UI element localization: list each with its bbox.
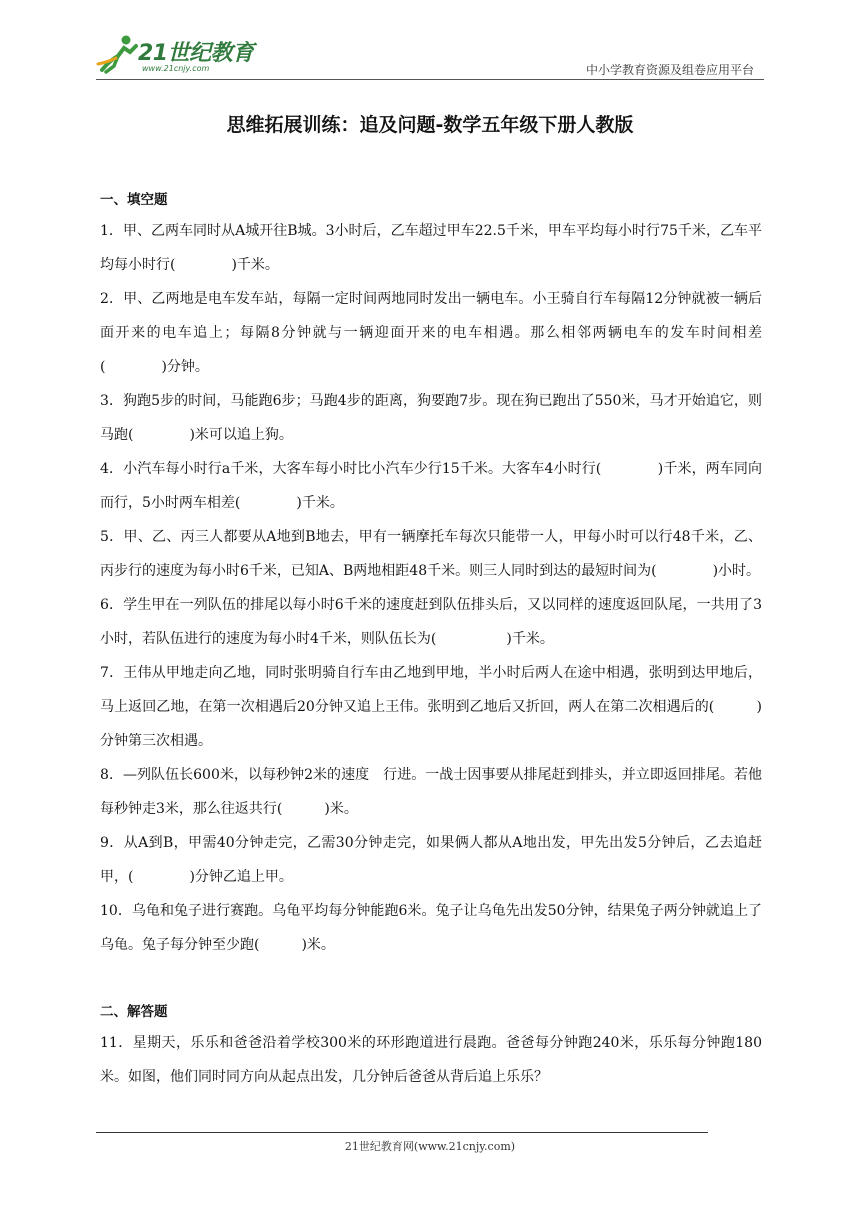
section-heading: 二、解答题 — [100, 1004, 168, 1020]
page-header — [0, 0, 860, 86]
header-divider — [96, 79, 764, 80]
question-11: 11．星期天，乐乐和爸爸沿着学校300米的环形跑道进行晨跑。爸爸每分钟跑240米，乐乐每分钟跑180米。如图，他们同时同方向从起点出发，几分钟后爸爸从背后追上乐乐？ — [100, 1035, 762, 1085]
question-10: 10．乌龟和兔子进行赛跑。乌龟平均每分钟能跑6米。兔子让乌龟先出发50分钟，结果兔子两分钟就追上了乌龟。兔子每分钟至少跑( )米。 — [100, 903, 762, 953]
logo-url: www.21cnjy.com — [142, 64, 210, 73]
document-body — [100, 188, 762, 1094]
section-answer — [100, 1000, 762, 1094]
question-6: 6．学生甲在一列队伍的排尾以每小时6千米的速度赶到队伍排头后，又以同样的速度返回队尾，一共用了3小时，若队伍进行的速度为每小时4千米，则队伍长为( )千米。 — [100, 597, 762, 647]
page-footer: 21世纪教育网(www.21cnjy.com) — [344, 1140, 516, 1153]
logo-text: 21世纪教育 — [138, 41, 254, 66]
question-2: 2．甲、乙两地是电车发车站，每隔一定时间两地同时发出一辆电车。小王骑自行车每隔12分钟就被一辆后面开来的电车追上；每隔8分钟就与一辆迎面开来的电车相遇。那么相邻两辆电车的发车时间相差( )分钟。 — [100, 291, 762, 375]
section-heading: 一、填空题 — [100, 192, 168, 208]
question-8: 8．—列队伍长600米，以每秒钟2米的速度 行进。一战士因事要从排尾赶到排头，并立即返回排尾。若他每秒钟走3米，那么往返共行( )米。 — [100, 767, 762, 817]
document-title: 思维拓展训练：追及问题-数学五年级下册人教版 — [226, 114, 634, 136]
question-7: 7．王伟从甲地走向乙地，同时张明骑自行车由乙地到甲地，半小时后两人在途中相遇，张明到达甲地后，马上返回乙地，在第一次相遇后20分钟又追上王伟。张明到乙地后又折回，两人在第二次相遇后的( )分钟第三次相遇。 — [100, 665, 762, 749]
section-spacer — [100, 962, 762, 1000]
question-1: 1．甲、乙两车同时从A城开往B城。3小时后，乙车超过甲车22.5千米，甲车平均每小时行75千米，乙车平均每小时行( )千米。 — [100, 223, 762, 273]
footer-divider — [96, 1132, 708, 1133]
question-3: 3．狗跑5步的时间，马能跑6步；马跑4步的距离，狗要跑7步。现在狗已跑出了550米，马才开始追它，则马跑( )米可以追上狗。 — [100, 393, 762, 443]
runner-logo-icon — [96, 34, 140, 74]
platform-tagline: 中小学教育资源及组卷应用平台 — [585, 63, 754, 77]
question-9: 9．从A到B，甲需40分钟走完，乙需30分钟走完，如果俩人都从A地出发，甲先出发5分钟后，乙去追赶甲，( )分钟乙追上甲。 — [100, 835, 762, 885]
section-fill-in — [100, 188, 762, 962]
question-4: 4．小汽车每小时行a千米，大客车每小时比小汽车少行15千米。大客车4小时行( )千米，两车同向而行，5小时两车相差( )千米。 — [100, 461, 762, 511]
site-logo — [96, 34, 266, 78]
question-5: 5．甲、乙、丙三人都要从A地到B地去，甲有一辆摩托车每次只能带一人，甲每小时可以行48千米，乙、丙步行的速度为每小时6千米，已知A、B两地相距48千米。则三人同时到达的最短时间为( )小时。 — [100, 529, 762, 579]
